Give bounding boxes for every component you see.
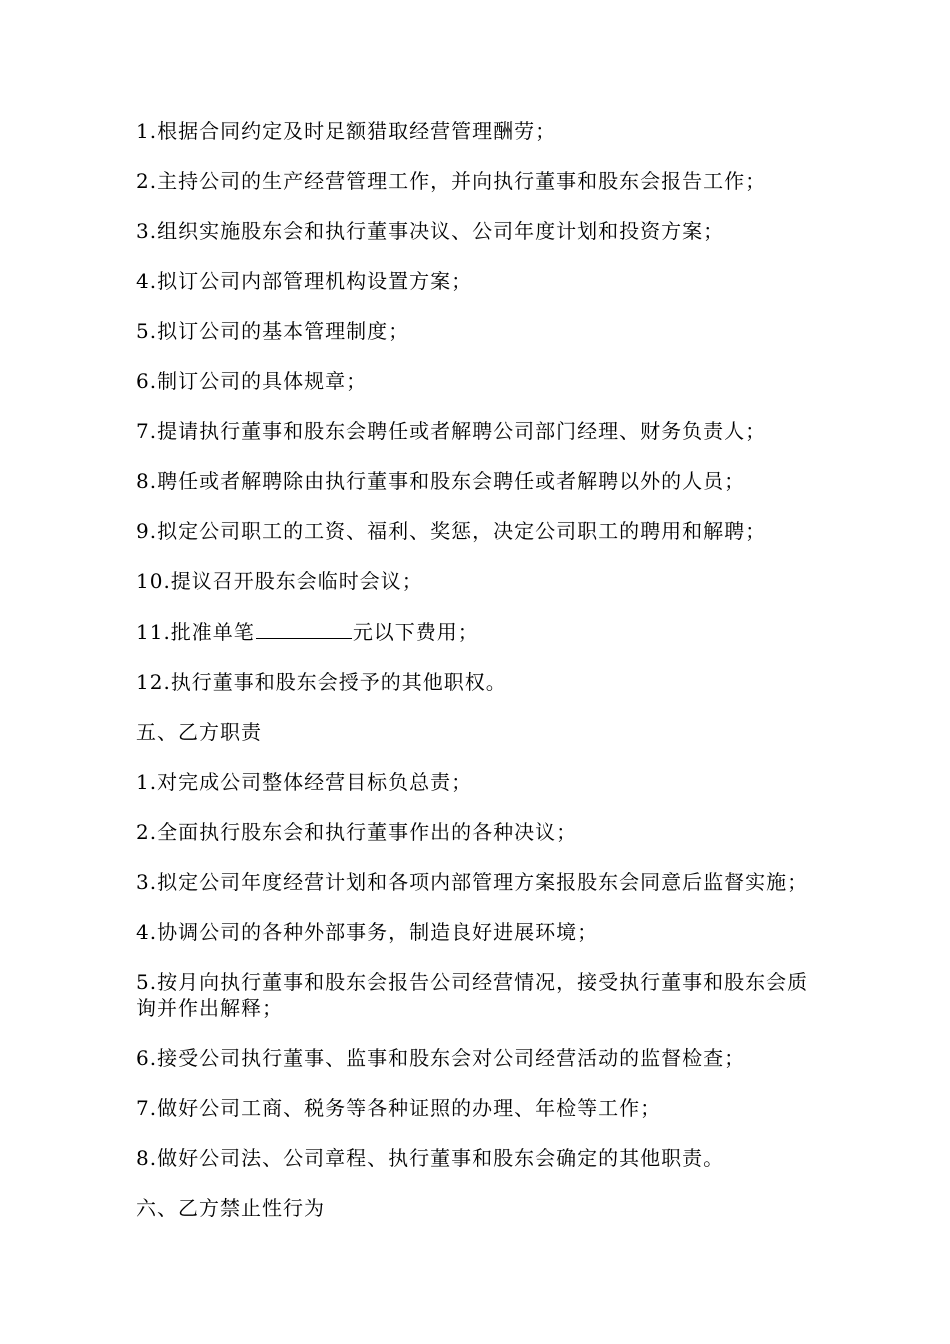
list-item: 7.做好公司工商、税务等各种证照的办理、年检等工作； — [136, 1096, 662, 1120]
amount-prefix: 11.批准单笔 — [136, 620, 255, 644]
list-item: 2.主持公司的生产经营管理工作，并向执行董事和股东会报告工作； — [136, 169, 767, 193]
section-heading: 六、乙方禁止性行为 — [136, 1196, 325, 1220]
list-item: 9.拟定公司职工的工资、福利、奖惩，决定公司职工的聘用和解聘； — [136, 519, 767, 543]
list-item: 4.拟订公司内部管理机构设置方案； — [136, 269, 473, 293]
list-item: 2.全面执行股东会和执行董事作出的各种决议； — [136, 820, 578, 844]
list-item: 8.聘任或者解聘除由执行董事和股东会聘任或者解聘以外的人员； — [136, 469, 746, 493]
amount-suffix: 元以下费用； — [352, 620, 479, 644]
amount-blank-line — [256, 618, 352, 639]
document-body — [136, 118, 826, 1245]
list-item: 4.协调公司的各种外部事务，制造良好进展环境； — [136, 920, 599, 944]
list-item: 5.拟订公司的基本管理制度； — [136, 319, 410, 343]
list-item: 7.提请执行董事和股东会聘任或者解聘公司部门经理、财务负责人； — [136, 419, 767, 443]
list-item: 6.制订公司的具体规章； — [136, 369, 368, 393]
list-item: 5.按月向执行董事和股东会报告公司经营情况，接受执行董事和股东会质询并作出解释； — [136, 970, 809, 1020]
section-heading: 五、乙方职责 — [136, 720, 262, 744]
list-item: 3.拟定公司年度经营计划和各项内部管理方案报股东会同意后监督实施； — [136, 870, 809, 894]
list-item: 10.提议召开股东会临时会议； — [136, 569, 423, 593]
list-item: 6.接受公司执行董事、监事和股东会对公司经营活动的监督检查； — [136, 1046, 746, 1070]
list-item: 12.执行董事和股东会授予的其他职权。 — [136, 670, 507, 694]
list-item: 8.做好公司法、公司章程、执行董事和股东会确定的其他职责。 — [136, 1146, 725, 1170]
list-item: 1.对完成公司整体经营目标负总责； — [136, 770, 473, 794]
list-item-amount — [136, 618, 826, 645]
list-item: 1.根据合同约定及时足额猎取经营管理酬劳； — [136, 119, 557, 143]
list-item: 3.组织实施股东会和执行董事决议、公司年度计划和投资方案； — [136, 219, 725, 243]
